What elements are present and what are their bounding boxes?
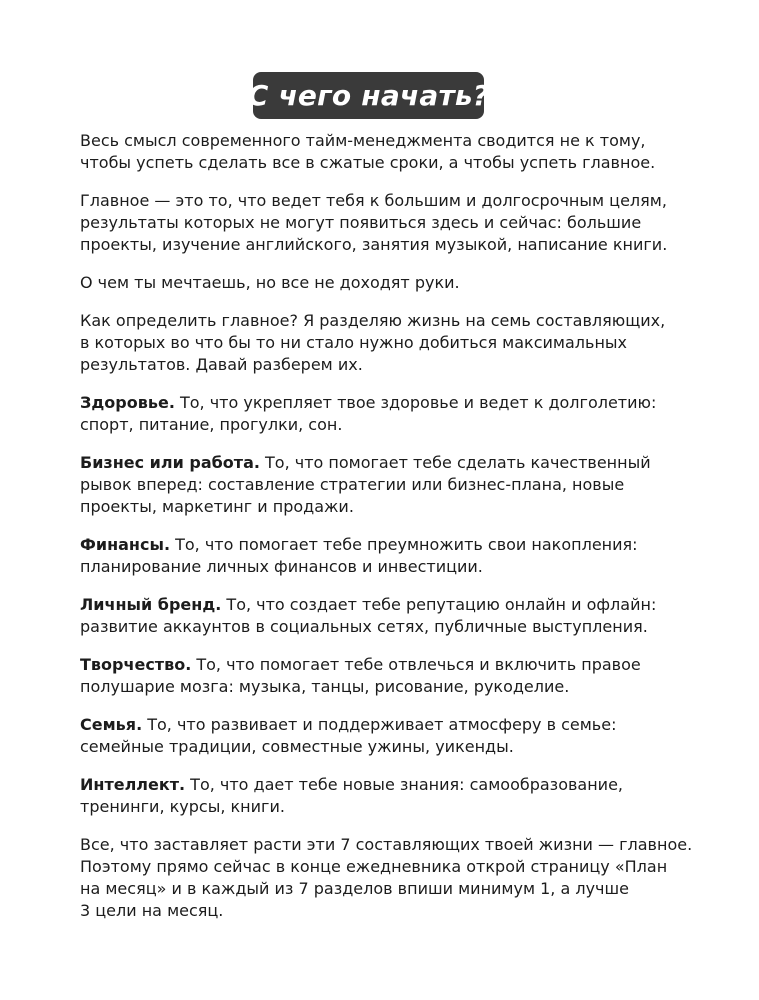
text-line: полушарие мозга: музыка, танцы, рисование, рукоделие. (80, 677, 570, 696)
category-description: То, что создает тебе репутацию онлайн и офлайн: (221, 595, 657, 614)
text-line: Весь смысл современного тайм-менеджмента сводится не к тому, (80, 131, 646, 150)
category-description: То, что дает тебе новые знания: самообразование, (185, 775, 623, 794)
category-paragraph (80, 534, 680, 578)
title-badge (247, 72, 490, 119)
text-line: на месяц» и в каждый из 7 разделов впиши минимум 1, а лучше (80, 879, 629, 898)
closing-paragraph (80, 834, 693, 922)
category-first-line (80, 452, 680, 474)
category-name: Творчество. (80, 655, 192, 674)
text-line: семейные традиции, совместные ужины, уикенды. (80, 737, 514, 756)
main-content (80, 130, 693, 938)
text-line: чтобы успеть сделать все в сжатые сроки, а чтобы успеть главное. (80, 153, 656, 172)
text-line: 3 цели на месяц. (80, 901, 224, 920)
text-line: О чем ты мечтаешь, но все не доходят руки. (80, 273, 460, 292)
text-line: рывок вперед: составление стратегии или бизнес-плана, новые (80, 475, 625, 494)
category-name: Финансы. (80, 535, 171, 554)
text-line: спорт, питание, прогулки, сон. (80, 415, 343, 434)
intro-paragraph (80, 190, 680, 256)
intro-paragraph (80, 272, 680, 294)
page-title: С чего начать? (247, 79, 490, 112)
category-description: То, что помогает тебе сделать качественный (259, 453, 651, 472)
category-paragraph (80, 594, 680, 638)
category-first-line (80, 594, 680, 616)
text-line: проекты, маркетинг и продажи. (80, 497, 354, 516)
category-description: То, что развивает и поддерживает атмосферу в семье: (142, 715, 617, 734)
text-line: результаты которых не могут появиться здесь и сейчас: большие (80, 213, 642, 232)
category-first-line (80, 654, 680, 676)
text-line: тренинги, курсы, книги. (80, 797, 285, 816)
text-line: развитие аккаунтов в социальных сетях, публичные выступления. (80, 617, 648, 636)
category-description: То, что укрепляет твое здоровье и ведет к долголетию: (174, 393, 657, 412)
text-line: проекты, изучение английского, занятия музыкой, написание книги. (80, 235, 668, 254)
intro-paragraph (80, 310, 680, 376)
category-name: Здоровье. (80, 393, 175, 412)
category-paragraph (80, 654, 680, 698)
text-line: планирование личных финансов и инвестиции. (80, 557, 483, 576)
category-name: Личный бренд. (80, 595, 222, 614)
category-name: Семья. (80, 715, 143, 734)
text-line: Все, что заставляет расти эти 7 составляющих твоей жизни — главное. (80, 835, 693, 854)
category-name: Интеллект. (80, 775, 186, 794)
intro-paragraph (80, 130, 680, 174)
text-line: результатов. Давай разберем их. (80, 355, 363, 374)
category-first-line (80, 392, 680, 414)
category-description: То, что помогает тебе отвлечься и включить правое (191, 655, 641, 674)
text-line: Главное — это то, что ведет тебя к большим и долгосрочным целям, (80, 191, 667, 210)
text-line: в которых во что бы то ни стало нужно добиться максимальных (80, 333, 628, 352)
category-first-line (80, 774, 680, 796)
category-first-line (80, 534, 680, 556)
categories-section (80, 392, 680, 818)
text-line: Как определить главное? Я разделяю жизнь на семь составляющих, (80, 311, 666, 330)
category-name: Бизнес или работа. (80, 453, 260, 472)
category-paragraph (80, 392, 680, 436)
category-first-line (80, 714, 680, 736)
category-description: То, что помогает тебе преумножить свои накопления: (170, 535, 638, 554)
text-line: Поэтому прямо сейчас в конце ежедневника открой страницу «План (80, 857, 668, 876)
intro-section (80, 130, 680, 376)
category-paragraph (80, 452, 680, 518)
closing-section (80, 834, 693, 922)
category-paragraph (80, 714, 680, 758)
category-paragraph (80, 774, 680, 818)
